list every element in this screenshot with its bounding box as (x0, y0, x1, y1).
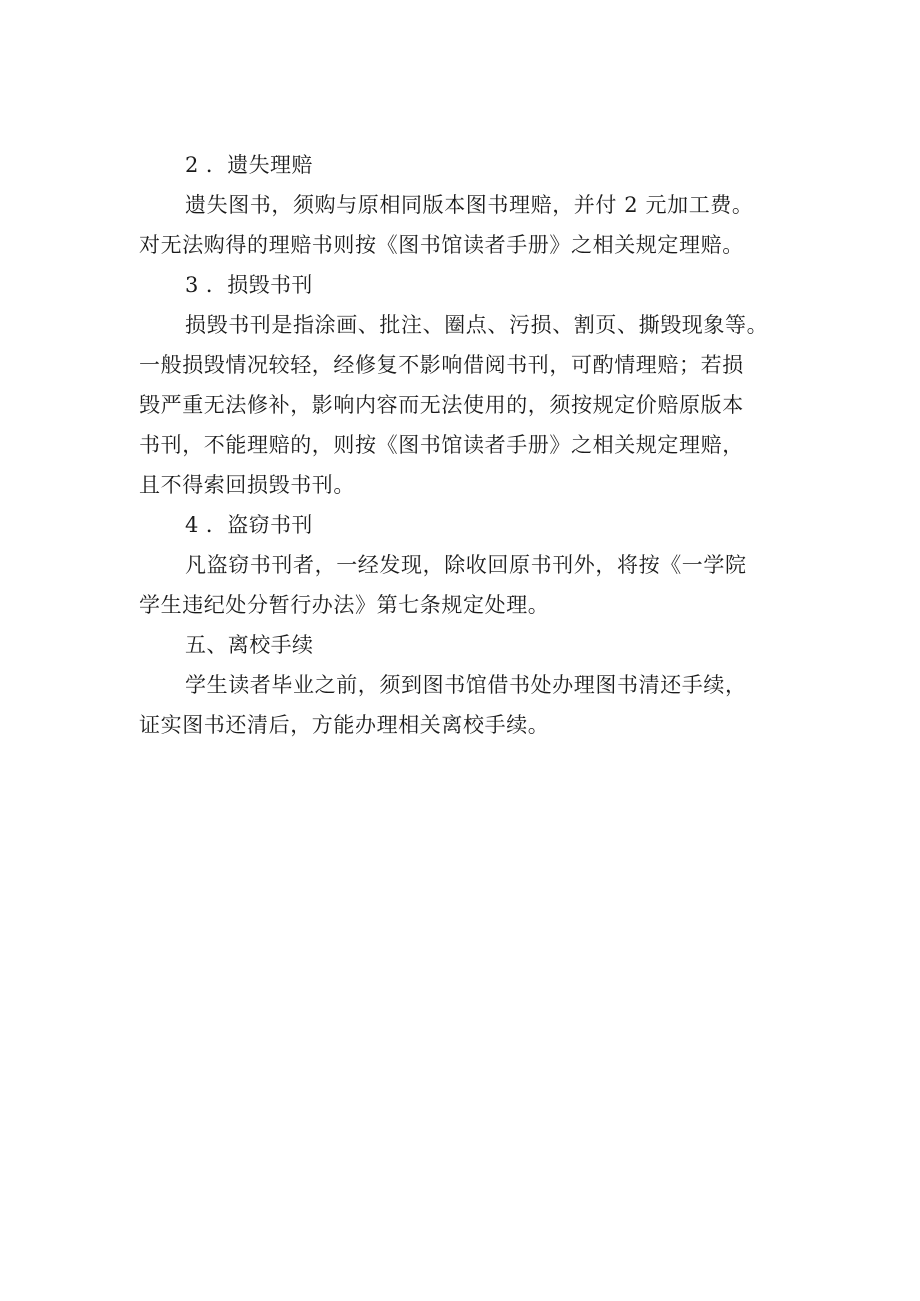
paragraph-line: 且不得索回损毁书刊。 (139, 473, 355, 497)
paragraph-line: 书刊，不能理赔的，则按《图书馆读者手册》之相关规定理赔， (139, 433, 744, 457)
document-body (139, 145, 803, 745)
section-heading-theft: 4 ．盗窃书刊 (185, 513, 313, 537)
paragraph-line: 一般损毁情况较轻，经修复不影响借阅书刊，可酌情理赔；若损 (139, 353, 744, 377)
section-heading-leaving-school: 五、离校手续 (185, 633, 314, 657)
paragraph-line: 毁严重无法修补，影响内容而无法使用的，须按规定价赔原版本 (139, 393, 744, 417)
section-heading-damaged-books: 3 ．损毁书刊 (185, 273, 313, 297)
paragraph-line: 证实图书还清后，方能办理相关离校手续。 (139, 713, 550, 737)
paragraph-line: 损毁书刊是指涂画、批注、圈点、污损、割页、撕毁现象等。 (185, 313, 769, 337)
paragraph-line: 学生违纪处分暂行办法》第七条规定处理。 (139, 593, 550, 617)
paragraph-line: 学生读者毕业之前，须到图书馆借书处办理图书清还手续， (185, 673, 747, 697)
paragraph-line: 凡盗窃书刊者，一经发现，除收回原书刊外，将按《一学院 (185, 553, 747, 577)
section-heading-lost-compensation: 2 ．遗失理赔 (185, 153, 313, 177)
paragraph-line: 对无法购得的理赔书则按《图书馆读者手册》之相关规定理赔。 (139, 233, 744, 257)
paragraph-line: 遗失图书，须购与原相同版本图书理赔，并付 2 元加工费。 (185, 193, 754, 217)
